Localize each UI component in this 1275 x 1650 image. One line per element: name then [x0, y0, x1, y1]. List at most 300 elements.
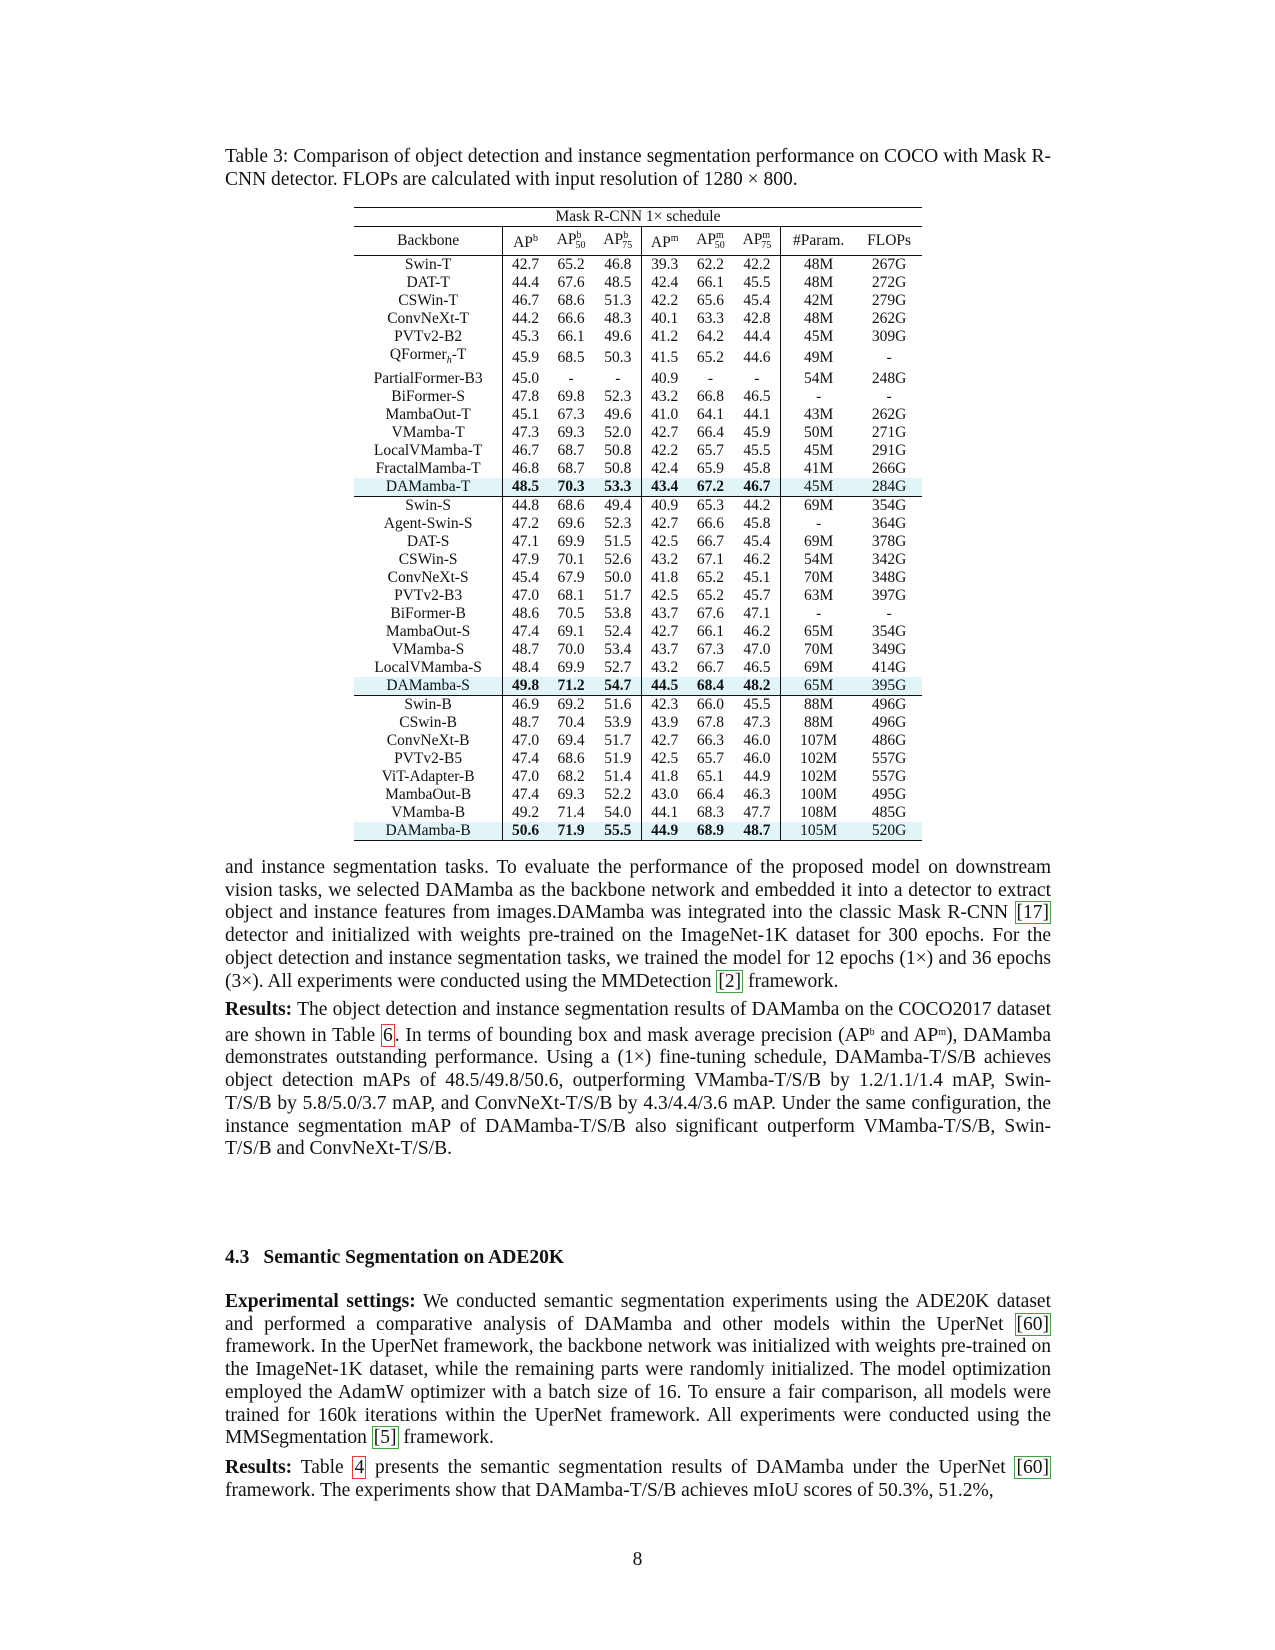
cell-apb: 48.4	[503, 659, 548, 677]
cell-apb75: 52.7	[604, 659, 632, 676]
table-row	[354, 328, 922, 346]
cell-flops: 354G	[856, 497, 922, 516]
cell-apb75: 50.0	[604, 569, 632, 586]
cell-flops: 486G	[871, 732, 907, 749]
table-row	[354, 388, 922, 406]
cell-apb50: 69.4	[557, 732, 585, 749]
cell-apb75: 51.4	[604, 768, 632, 785]
cell-apb: 46.7	[503, 292, 548, 310]
cell-apm50: 64.2	[696, 328, 725, 345]
cell-apb: 47.1	[503, 533, 548, 551]
cell-backbone: PartialFormer-B3	[373, 370, 483, 387]
cell-backbone: PVTv2-B5	[394, 750, 463, 767]
cell-backbone: PVTv2-B2	[394, 328, 463, 345]
cell-backbone: LocalVMamba-S	[374, 659, 482, 676]
cell-apb75: 53.8	[604, 605, 632, 622]
cell-apm50: 68.4	[687, 677, 733, 696]
cell-backbone: CSwin-B	[399, 714, 457, 731]
table-row	[354, 822, 922, 841]
cell-params: 69M	[781, 533, 857, 551]
cell-apm: 43.4	[642, 478, 688, 497]
cell-apb75: 48.3	[604, 310, 632, 327]
table-row	[354, 696, 922, 715]
cell-apm75: 45.7	[743, 587, 771, 604]
cell-backbone: MambaOut-T	[385, 406, 471, 423]
cell-params: 45M	[781, 328, 857, 346]
citation-17[interactable]: [17]	[1016, 902, 1049, 924]
cell-apm50: 67.3	[696, 641, 725, 658]
cell-apm75: 45.1	[743, 569, 771, 586]
cell-apb: 46.9	[503, 696, 548, 715]
cell-apb50: 69.9	[557, 659, 585, 676]
cell-flops: -	[886, 388, 892, 405]
cell-apm75: 46.3	[743, 786, 771, 803]
cell-params: 65M	[781, 677, 857, 696]
cell-flops: 279G	[871, 292, 907, 309]
cell-apm75: 47.0	[743, 641, 771, 658]
section-number: 4.3	[225, 1247, 250, 1268]
cell-apm: 43.7	[642, 605, 688, 623]
cell-apb50: 71.9	[548, 822, 595, 841]
cell-apb: 49.8	[503, 677, 548, 696]
cell-flops: 414G	[871, 659, 907, 676]
cell-apm: 41.8	[642, 768, 688, 786]
table-row	[354, 641, 922, 659]
cell-backbone: DAMamba-B	[354, 822, 503, 841]
cell-flops: 354G	[871, 623, 907, 640]
table-ref-6[interactable]: 6	[382, 1024, 393, 1046]
cell-apm50: 66.4	[696, 786, 725, 803]
cell-params: 70M	[781, 641, 857, 659]
cell-apb: 44.4	[503, 274, 548, 292]
paragraph-segmentation-results: Results: Table 4 presents the semantic segmentation results of DAMamba under the UperNet [60] framework. The experiments show that DAMamba-T/S/B achieves mIoU scores of 50.3%, 51.2%,	[225, 1457, 1049, 1501]
cell-params: 42M	[781, 292, 857, 310]
cell-apm: 40.1	[642, 310, 688, 328]
table-row	[354, 804, 922, 822]
cell-apm75: 46.7	[734, 478, 781, 497]
table-row	[354, 605, 922, 623]
cell-params: 63M	[781, 587, 857, 605]
col-backbone: Backbone	[354, 227, 503, 256]
table-row	[354, 424, 922, 442]
cell-apb: 42.7	[503, 256, 548, 275]
cell-apm50: 65.1	[696, 768, 725, 785]
table-row	[354, 768, 922, 786]
cell-apm50: 67.2	[687, 478, 733, 497]
table-row	[354, 478, 922, 497]
col-ap-m50: $AP^m_{50}$	[687, 227, 733, 256]
cell-apm50: 65.9	[696, 460, 725, 477]
cell-apb: 45.0	[503, 370, 548, 388]
cell-apb75: 51.6	[594, 696, 641, 715]
cell-apb50: 69.8	[557, 388, 585, 405]
cell-apb75: 52.2	[604, 786, 632, 803]
col-ap-b75: $AP^b_{75}$	[594, 227, 641, 256]
cell-apm: 44.9	[642, 822, 688, 841]
cell-flops: 271G	[871, 424, 907, 441]
cell-flops: 348G	[871, 569, 907, 586]
cell-apb50: 70.5	[557, 605, 585, 622]
cell-apb50: 69.6	[557, 515, 585, 532]
cell-apb75: 50.3	[604, 349, 632, 366]
cell-apb: 45.1	[503, 406, 548, 424]
cell-apm75: 46.2	[743, 623, 771, 640]
cell-apm: 43.2	[642, 659, 688, 677]
cell-apm: 43.2	[642, 388, 688, 406]
cell-apb75: -	[615, 370, 621, 387]
cell-params: 69M	[781, 497, 857, 516]
cell-apm75: 48.2	[734, 677, 781, 696]
cell-backbone: DAMamba-S	[354, 677, 503, 696]
cell-params: 108M	[781, 804, 857, 822]
cell-apb75: 50.8	[604, 442, 632, 459]
cell-apb: 47.0	[503, 732, 548, 750]
cell-apb75: 54.7	[594, 677, 641, 696]
cell-apm: 42.2	[642, 442, 688, 460]
cell-apm50: 66.7	[696, 533, 725, 550]
cell-apm: 42.5	[642, 533, 688, 551]
cell-apm: 40.9	[642, 497, 688, 516]
cell-apm: 44.5	[642, 677, 688, 696]
cell-backbone: VMamba-B	[391, 804, 466, 821]
cell-apm: 42.2	[642, 292, 688, 310]
cell-apm75: 45.8	[743, 515, 771, 532]
cell-apm50: 65.6	[696, 292, 725, 309]
cell-apm50: 66.0	[687, 696, 733, 715]
cell-apm75: 42.8	[743, 310, 771, 327]
cell-params: -	[781, 388, 857, 406]
cell-apm50: 65.2	[696, 569, 725, 586]
cell-apb50: 71.2	[548, 677, 595, 696]
cell-apb75: 53.9	[604, 714, 632, 731]
cell-apb: 45.3	[503, 328, 548, 346]
cell-params: 88M	[781, 696, 857, 715]
cell-apb50: 69.1	[557, 623, 585, 640]
cell-flops: 557G	[871, 768, 907, 785]
cell-params: 48M	[781, 310, 857, 328]
cell-apb: 47.9	[503, 551, 548, 569]
cell-flops: 349G	[871, 641, 907, 658]
cell-flops: 364G	[871, 515, 907, 532]
table-row	[354, 310, 922, 328]
cell-apb50: 66.1	[557, 328, 585, 345]
cell-apb75: 51.7	[604, 732, 632, 749]
citation-60-b[interactable]: [60]	[1016, 1457, 1049, 1478]
cell-apm: 43.2	[642, 551, 688, 569]
cell-apm: 43.9	[642, 714, 688, 732]
cell-apb: 45.4	[503, 569, 548, 587]
cell-apm50: 62.2	[696, 256, 725, 273]
cell-params: 65M	[781, 623, 857, 641]
citation-2[interactable]: [2]	[718, 970, 742, 992]
cell-params: 105M	[781, 822, 857, 841]
cell-apm50: -	[707, 370, 714, 387]
cell-apm75: 44.4	[743, 328, 771, 345]
cell-apb: 47.4	[503, 786, 548, 804]
col-flops: FLOPs	[856, 227, 922, 256]
table-row	[354, 460, 922, 478]
cell-backbone: VMamba-T	[391, 424, 465, 441]
cell-apb: 47.0	[503, 768, 548, 786]
cell-apb: 47.2	[503, 515, 548, 533]
cell-params: 45M	[781, 478, 857, 497]
cell-params: 88M	[781, 714, 857, 732]
cell-apb50: 70.3	[548, 478, 595, 497]
cell-apm: 42.7	[642, 623, 688, 641]
cell-apb: 48.6	[503, 605, 548, 623]
table-body	[354, 256, 922, 841]
table-row	[354, 732, 922, 750]
paragraph-detection-results: Results: The object detection and instance segmentation results of DAMamba on the COCO2017 dataset are shown in Table 6 . In terms of bounding box and mask average precision ($AP^b$ and $AP^m$), DAMamba demonstrates outstanding performance. Using a (1×) fine-tuning schedule, DAMamba-T/S/B achieves object detection mAPs of 48.5/49.8/50.6, outperforming VMamba-T/S/B by 1.2/1.1/1.4 mAP, Swin-T/S/B by 5.8/5.0/3.7 mAP, and ConvNeXt-T/S/B by 4.3/4.4/3.6 mAP. Under the same configuration, the instance segmentation mAP of DAMamba-T/S/B also significant outperform VMamba-T/S/B, Swin-T/S/B and ConvNeXt-T/S/B.	[225, 999, 1052, 1160]
cell-apb: 46.8	[503, 460, 548, 478]
cell-flops: 397G	[871, 587, 907, 604]
cell-backbone: DAT-S	[406, 533, 450, 550]
cell-apm75: 47.3	[743, 714, 771, 731]
cell-backbone: LocalVMamba-T	[373, 442, 483, 459]
cell-apm75: 46.5	[743, 388, 771, 405]
cell-apb75: 54.0	[604, 804, 632, 821]
cell-apm50: 68.9	[687, 822, 733, 841]
table-row	[354, 750, 922, 768]
cell-apm75: 48.7	[734, 822, 781, 841]
cell-flops: 291G	[871, 442, 907, 459]
cell-backbone: Swin-S	[354, 497, 503, 516]
cell-apb: 47.4	[503, 750, 548, 768]
table-row	[354, 569, 922, 587]
cell-apb50: 66.6	[557, 310, 585, 327]
schedule-title: Mask R-CNN 1× schedule	[354, 208, 922, 227]
cell-apb: 48.7	[503, 641, 548, 659]
table-row	[354, 406, 922, 424]
cell-apb50: 68.1	[557, 587, 585, 604]
cell-flops: 378G	[871, 533, 907, 550]
cell-backbone: ViT-Adapter-B	[381, 768, 475, 785]
cell-apb75: 51.5	[604, 533, 632, 550]
table-row	[354, 370, 922, 388]
cell-backbone: Agent-Swin-S	[383, 515, 473, 532]
table-row	[354, 515, 922, 533]
cell-flops: 266G	[871, 460, 907, 477]
cell-backbone: ConvNeXt-S	[387, 569, 469, 586]
cell-apb50: 67.3	[557, 406, 585, 423]
cell-apm75: 46.0	[743, 750, 771, 767]
cell-apm75: 45.5	[743, 274, 771, 291]
cell-apm50: 66.7	[696, 659, 725, 676]
table-row	[354, 714, 922, 732]
cell-flops: 284G	[856, 478, 922, 497]
cell-apm: 42.7	[642, 424, 688, 442]
cell-apb: 48.5	[503, 478, 548, 497]
cell-flops: 248G	[871, 370, 907, 387]
table-row	[354, 786, 922, 804]
cell-flops: 485G	[871, 804, 907, 821]
cell-backbone: QFormer$_h$-T	[389, 346, 467, 366]
cell-params: 102M	[781, 750, 857, 768]
cell-apb: 47.8	[503, 388, 548, 406]
cell-apm75: 45.4	[743, 533, 771, 550]
cell-params: 48M	[781, 274, 857, 292]
cell-flops: 262G	[871, 406, 907, 423]
schedule-header-row	[354, 208, 922, 227]
cell-backbone: ConvNeXt-T	[387, 310, 470, 327]
cell-apb: 47.0	[503, 587, 548, 605]
cell-apb: 49.2	[503, 804, 548, 822]
cell-apm50: 65.2	[696, 587, 725, 604]
cell-apm: 42.5	[642, 587, 688, 605]
table-row	[354, 587, 922, 605]
cell-apm75: 44.2	[734, 497, 781, 516]
cell-backbone: ConvNeXt-B	[386, 732, 470, 749]
cell-apb50: 68.7	[557, 460, 585, 477]
cell-apb50: 65.2	[557, 256, 585, 273]
cell-apm: 42.7	[642, 732, 688, 750]
cell-apb50: 68.2	[557, 768, 585, 785]
table-row	[354, 659, 922, 677]
cell-apm: 41.8	[642, 569, 688, 587]
table-row	[354, 274, 922, 292]
cell-apm75: 46.5	[743, 659, 771, 676]
results-table-container	[354, 207, 922, 841]
cell-apm75: 44.9	[743, 768, 771, 785]
cell-apb50: 67.6	[557, 274, 585, 291]
cell-apb50: 68.6	[557, 750, 585, 767]
cell-apm50: 66.8	[696, 388, 725, 405]
cell-apb75: 55.5	[594, 822, 641, 841]
cell-apb75: 52.3	[604, 388, 632, 405]
cell-params: -	[781, 515, 857, 533]
cell-apm50: 65.7	[696, 442, 725, 459]
citation-60[interactable]: [60]	[1016, 1313, 1049, 1335]
cell-apb: 44.8	[503, 497, 548, 516]
cell-backbone: MambaOut-S	[385, 623, 471, 640]
cell-apm: 42.4	[642, 460, 688, 478]
cell-apm50: 65.7	[696, 750, 725, 767]
cell-apm75: 44.1	[743, 406, 771, 423]
citation-5[interactable]: [5]	[373, 1427, 397, 1449]
cell-backbone: BiFormer-B	[390, 605, 466, 622]
cell-apb75: 51.3	[604, 292, 632, 309]
cell-apm50: 64.1	[696, 406, 725, 423]
cell-params: 69M	[781, 659, 857, 677]
table-row	[354, 256, 922, 275]
col-ap-m75: $AP^m_{75}$	[734, 227, 781, 256]
cell-apm: 43.7	[642, 641, 688, 659]
cell-apm50: 65.2	[696, 349, 725, 366]
cell-apb75: 51.7	[604, 587, 632, 604]
cell-apm75: 42.2	[743, 256, 771, 273]
table-row	[354, 533, 922, 551]
cell-flops: 520G	[856, 822, 922, 841]
cell-apm50: 66.1	[696, 274, 725, 291]
cell-backbone: FractalMamba-T	[375, 460, 481, 477]
table-row	[354, 346, 922, 370]
table-row	[354, 442, 922, 460]
cell-apm75: 46.2	[743, 551, 771, 568]
cell-apb: 47.4	[503, 623, 548, 641]
cell-apb50: 70.4	[557, 714, 585, 731]
cell-backbone: MambaOut-B	[385, 786, 472, 803]
cell-backbone: CSWin-S	[398, 551, 458, 568]
cell-apm50: 66.1	[696, 623, 725, 640]
col-ap-b: $AP^b$	[503, 227, 548, 256]
cell-apm75: 45.5	[743, 442, 771, 459]
cell-apb: 46.7	[503, 442, 548, 460]
cell-params: 107M	[781, 732, 857, 750]
results-label-2: Results:	[225, 1457, 293, 1478]
cell-apb50: 68.7	[557, 442, 585, 459]
cell-apb75: 49.4	[594, 497, 641, 516]
cell-apb50: 68.5	[557, 349, 585, 366]
cell-apm: 39.3	[642, 256, 688, 275]
col-ap-b50: $AP^b_{50}$	[548, 227, 595, 256]
cell-params: 48M	[781, 256, 857, 275]
cell-params: 70M	[781, 569, 857, 587]
table-row	[354, 497, 922, 516]
cell-apb50: -	[568, 370, 574, 387]
cell-apm: 42.7	[642, 515, 688, 533]
cell-apm: 42.5	[642, 750, 688, 768]
cell-apb75: 53.4	[604, 641, 632, 658]
cell-apb50: 69.3	[557, 786, 585, 803]
cell-apm: 42.3	[642, 696, 688, 715]
cell-apb50: 68.6	[548, 497, 595, 516]
cell-apb75: 52.0	[604, 424, 632, 441]
col-params: #Param.	[781, 227, 857, 256]
cell-apb75: 49.6	[604, 328, 632, 345]
cell-apm50: 65.3	[687, 497, 733, 516]
cell-flops: 496G	[871, 714, 907, 731]
cell-apm75: 45.5	[734, 696, 781, 715]
cell-params: -	[781, 605, 857, 623]
cell-apb75: 52.3	[604, 515, 632, 532]
table-ref-4[interactable]: 4	[354, 1457, 365, 1478]
cell-backbone: DAT-T	[406, 274, 450, 291]
cell-apb: 44.2	[503, 310, 548, 328]
cell-apb50: 68.6	[557, 292, 585, 309]
cell-apb75: 53.3	[594, 478, 641, 497]
cell-apm50: 67.8	[696, 714, 725, 731]
cell-apm50: 63.3	[696, 310, 725, 327]
cell-apm50: 67.1	[696, 551, 725, 568]
experimental-settings-label: Experimental settings:	[225, 1291, 416, 1312]
table-row	[354, 292, 922, 310]
cell-params: 100M	[781, 786, 857, 804]
cell-flops: -	[886, 605, 892, 622]
cell-apb50: 69.3	[557, 424, 585, 441]
cell-flops: 495G	[871, 786, 907, 803]
cell-apm50: 66.6	[696, 515, 725, 532]
cell-apb75: 50.8	[604, 460, 632, 477]
cell-apb50: 70.1	[557, 551, 585, 568]
cell-apb50: 69.2	[548, 696, 595, 715]
table-caption: Table 3: Comparison of object detection and instance segmentation performance on COCO with Mask R-CNN detector. FLOPs are calculated with input resolution of 1280 × 800.	[225, 146, 1051, 190]
cell-apb: 50.6	[503, 822, 548, 841]
cell-apm75: 45.9	[743, 424, 771, 441]
cell-apm75: 44.6	[743, 349, 771, 366]
cell-backbone: PVTv2-B3	[394, 587, 463, 604]
cell-params: 41M	[781, 460, 857, 478]
cell-backbone: DAMamba-T	[354, 478, 503, 497]
cell-params: 54M	[781, 370, 857, 388]
cell-apb: 47.3	[503, 424, 548, 442]
col-ap-m: $AP^m$	[642, 227, 688, 256]
results-label: Results:	[225, 999, 293, 1020]
cell-backbone: Swin-B	[354, 696, 503, 715]
cell-params: 50M	[781, 424, 857, 442]
cell-apm: 44.1	[642, 804, 688, 822]
cell-apb50: 69.9	[557, 533, 585, 550]
cell-apm50: 66.4	[696, 424, 725, 441]
